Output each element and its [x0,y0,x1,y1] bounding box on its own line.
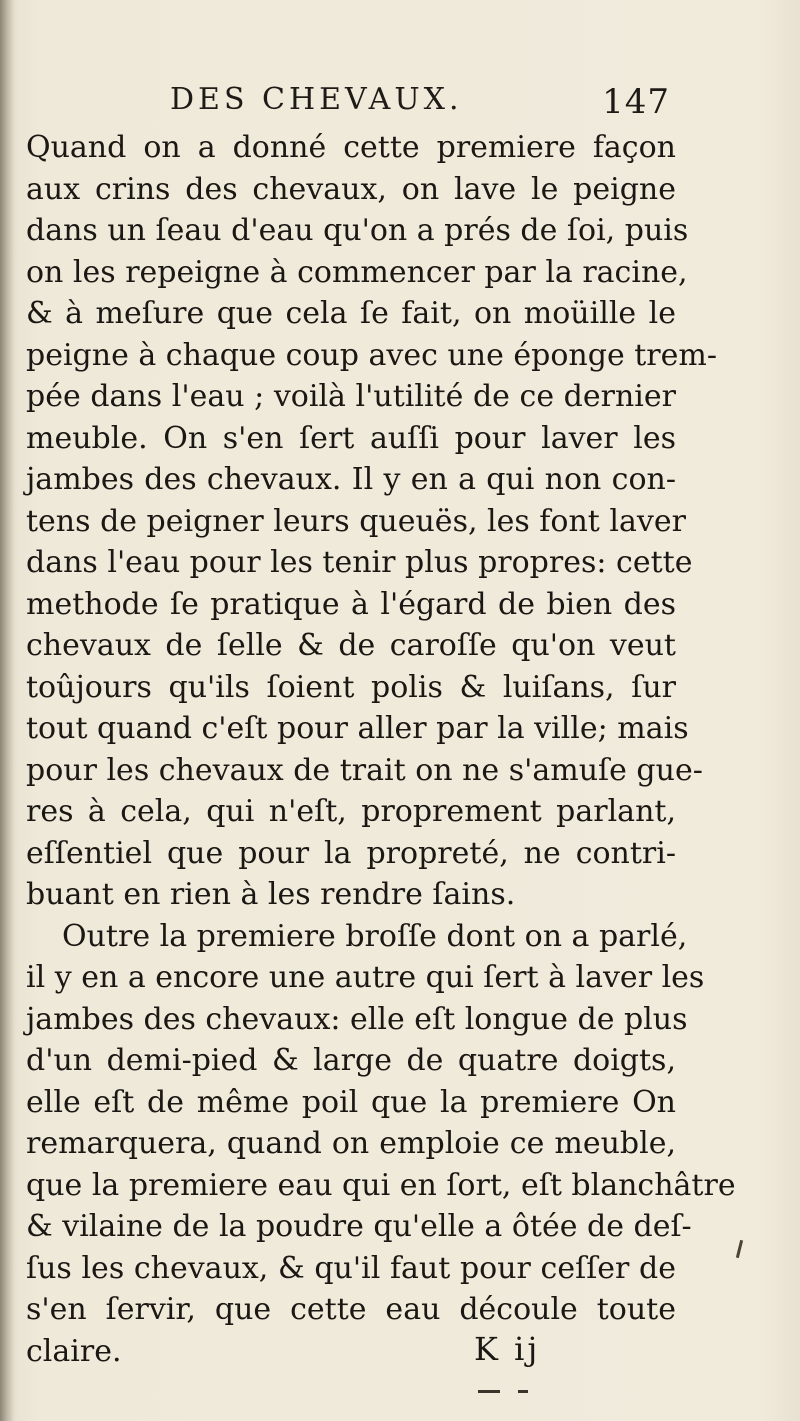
text-line: eſſentiel que pour la propreté, ne contri- [26,835,676,871]
text-line: remarquera, quand on emploie ce meuble, [26,1126,676,1161]
footer-rule [478,1390,548,1394]
signature-mark: K ij [474,1330,541,1368]
body-text [26,127,736,1372]
text-line: methode ſe pratique à l'égard de bien des [26,586,676,622]
text-line: & vilaine de la poudre qu'elle a ôtée de deſ- [26,1209,692,1244]
text-line: jambes des chevaux. Il y en a qui non con- [26,462,676,497]
text-line: Quand on a donné cette premiere façon [26,130,676,165]
text-line: peigne à chaque coup avec une éponge trem- [26,337,717,373]
text-line: toûjours qu'ils ſoient polis & luiſans, ſur [26,669,676,705]
margin-mark [736,1240,743,1258]
text-line: & à meſure que cela ſe fait, on moüille le [26,296,676,331]
text-line: on les repeigne à commencer par la racine, [26,254,688,290]
text-line: pée dans l'eau ; voilà l'utilité de ce dernier [26,379,676,414]
text-line: meuble. On s'en ſert auſſi pour laver les [26,420,676,456]
text-line: dans un ſeau d'eau qu'on a prés de ſoi, puis [26,213,689,248]
text-line: aux crins des chevaux, on lave le peigne [26,171,676,207]
text-line: jambes des chevaux: elle eſt longue de plus [26,1001,688,1037]
text-line: claire. [26,1333,122,1369]
text-line: il y en a encore une autre qui ſert à laver les [26,960,705,995]
text-line: pour les chevaux de trait on ne s'amuſe gue- [26,752,703,788]
text-line: s'en ſervir, que cette eau découle toute [26,1292,676,1327]
text-line: res à cela, qui n'eſt, proprement parlant, [26,794,676,829]
text-line: buant en rien à les rendre ſains. [26,877,516,912]
text-line: Outre la premiere broſſe dont on a parlé, [62,918,688,954]
text-line: ſus les chevaux, & qu'il faut pour ceſſer de [26,1250,676,1286]
text-line: d'un demi-pied & large de quatre doigts, [26,1043,676,1078]
text-line: dans l'eau pour les tenir plus propres: cette [26,545,693,580]
running-head [150,78,670,128]
spine-shadow [0,0,14,1421]
text-line: tens de peigner leurs queuës, les font laver [26,503,686,539]
running-title: DES CHEVAUX. [170,82,463,117]
page-number: 147 [602,82,670,122]
text-line: que la premiere eau qui en ſort, eſt blanchâtre [26,1167,736,1203]
text-line: chevaux de ſelle & de caroſſe qu'on veut [26,628,676,663]
text-line: tout quand c'eſt pour aller par la ville; mais [26,711,689,746]
text-line: elle eſt de même poil que la premiere On [26,1084,676,1120]
